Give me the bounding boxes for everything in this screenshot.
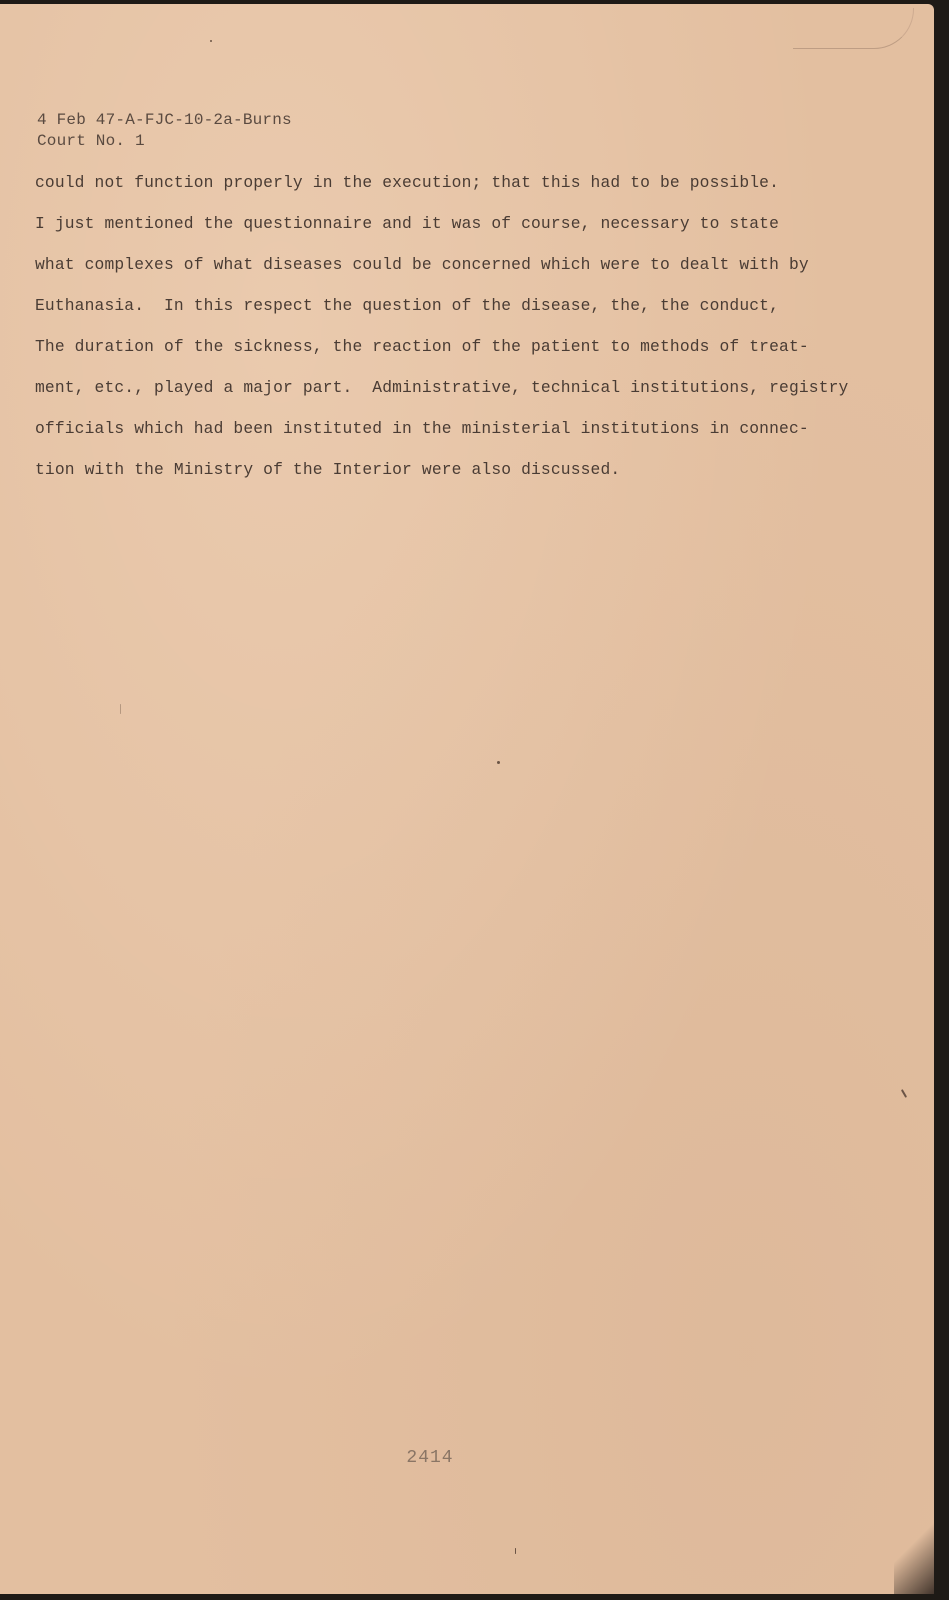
- court-number: Court No. 1: [37, 132, 145, 150]
- body-line: I just mentioned the questionnaire and it was of course, necessary to state: [35, 214, 780, 233]
- body-line: The duration of the sickness, the reaction of the patient to methods of treat-: [35, 337, 809, 356]
- body-line: ment, etc., played a major part. Administrative, technical institutions, registry: [35, 378, 849, 397]
- document-page: [0, 4, 934, 1594]
- body-line: could not function properly in the execution; that this had to be possible.: [35, 173, 780, 192]
- body-line: officials which had been instituted in the ministerial institutions in connec-: [35, 419, 809, 438]
- corner-fold-mark: [793, 8, 914, 49]
- body-line: Euthanasia. In this respect the question of the disease, the, the conduct,: [35, 296, 780, 315]
- paper-speck: [497, 761, 500, 764]
- paper-speck: [210, 40, 212, 42]
- paper-speck: [120, 704, 121, 714]
- body-line: tion with the Ministry of the Interior were also discussed.: [35, 460, 621, 479]
- page-number: 2414: [406, 1448, 454, 1468]
- paper-speck: [515, 1548, 516, 1554]
- paper-speck: [901, 1089, 907, 1098]
- document-reference: 4 Feb 47-A-FJC-10-2a-Burns: [37, 111, 292, 129]
- body-line: what complexes of what diseases could be concerned which were to dealt with by: [35, 255, 809, 274]
